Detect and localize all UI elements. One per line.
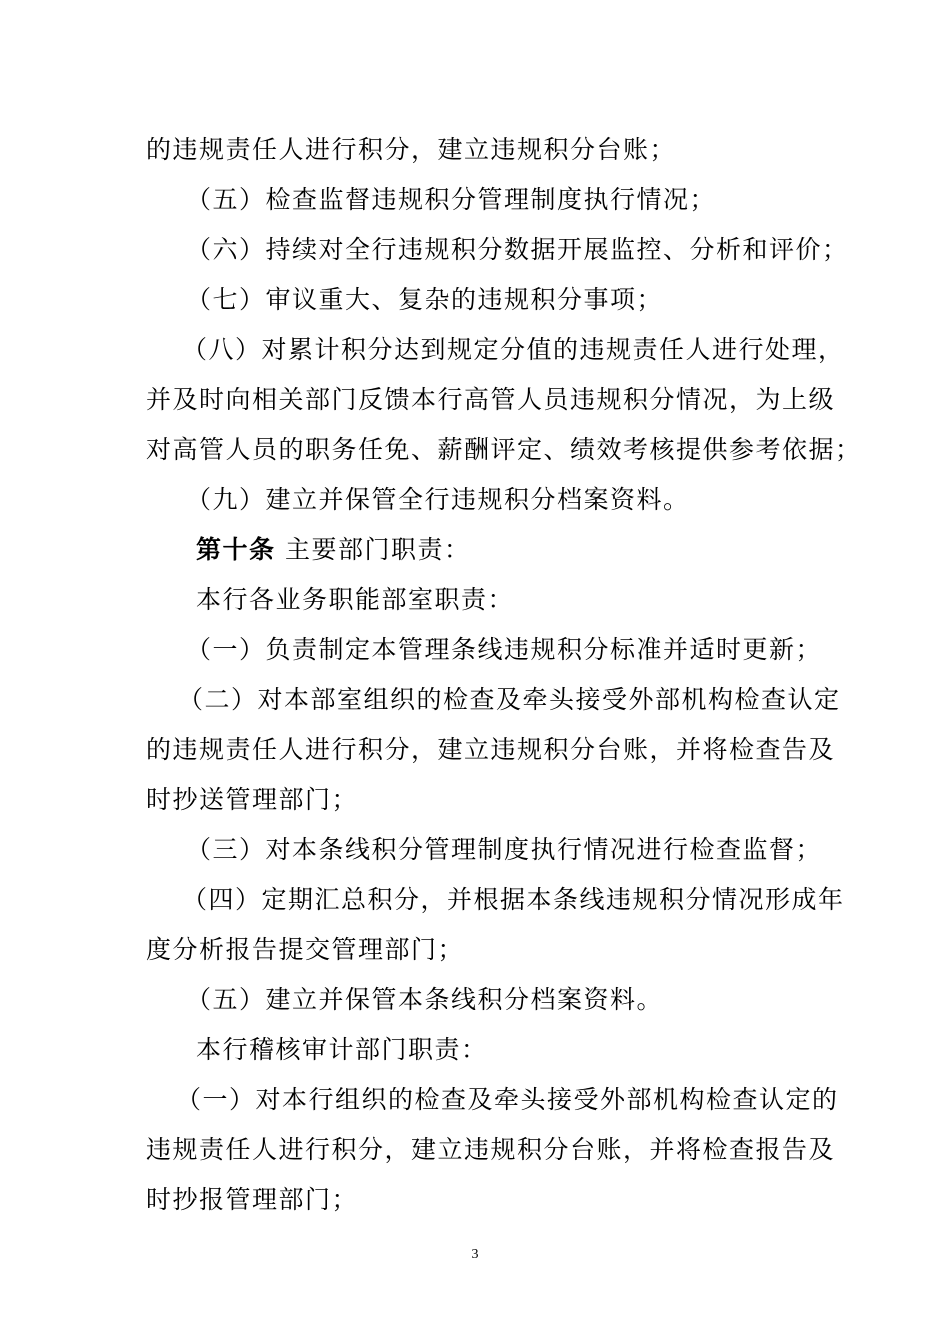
text-line: 时抄报管理部门； (146, 1185, 359, 1214)
text-line: （一）负责制定本管理条线违规积分标准并适时更新； (186, 635, 823, 664)
text-line: （五）检查监督违规积分管理制度执行情况； (186, 185, 717, 214)
text-line: 的违规责任人进行积分，建立违规积分台账，并将检查告及 (146, 735, 836, 764)
text-line: （九）建立并保管全行违规积分档案资料。 (186, 485, 690, 514)
text-line: （四）定期汇总积分，并根据本条线违规积分情况形成年 (182, 885, 845, 914)
text-line: （七）审议重大、复杂的违规积分事项； (186, 285, 664, 314)
article-title: 主要部门职责： (284, 535, 471, 564)
text-line: 本行稽核审计部门职责： (196, 1035, 488, 1064)
text-line: 时抄送管理部门； (146, 785, 359, 814)
text-line: 本行各业务职能部室职责： (196, 585, 515, 614)
article-heading (196, 533, 876, 567)
text-line: 违规责任人进行积分，建立违规积分台账，并将检查报告及 (146, 1135, 836, 1164)
text-line: （一）对本行组织的检查及牵头接受外部机构检查认定的 (176, 1085, 839, 1114)
article-number: 第十条 (196, 535, 276, 564)
text-line: 对高管人员的职务任免、薪酬评定、绩效考核提供参考依据； (146, 435, 862, 464)
text-line: （六）持续对全行违规积分数据开展监控、分析和评价； (186, 235, 849, 264)
page-number: 3 (471, 1247, 479, 1262)
text-line: 的违规责任人进行积分，建立违规积分台账； (146, 135, 677, 164)
text-line: 度分析报告提交管理部门； (146, 935, 465, 964)
text-line: （三）对本条线积分管理制度执行情况进行检查监督； (186, 835, 823, 864)
text-line: （五）建立并保管本条线积分档案资料。 (186, 985, 664, 1014)
text-line: （八）对累计积分达到规定分值的违规责任人进行处理， (182, 335, 845, 364)
text-line: 并及时向相关部门反馈本行高管人员违规积分情况，为上级 (146, 385, 836, 414)
text-line: （二）对本部室组织的检查及牵头接受外部机构检查认定 (178, 685, 841, 714)
